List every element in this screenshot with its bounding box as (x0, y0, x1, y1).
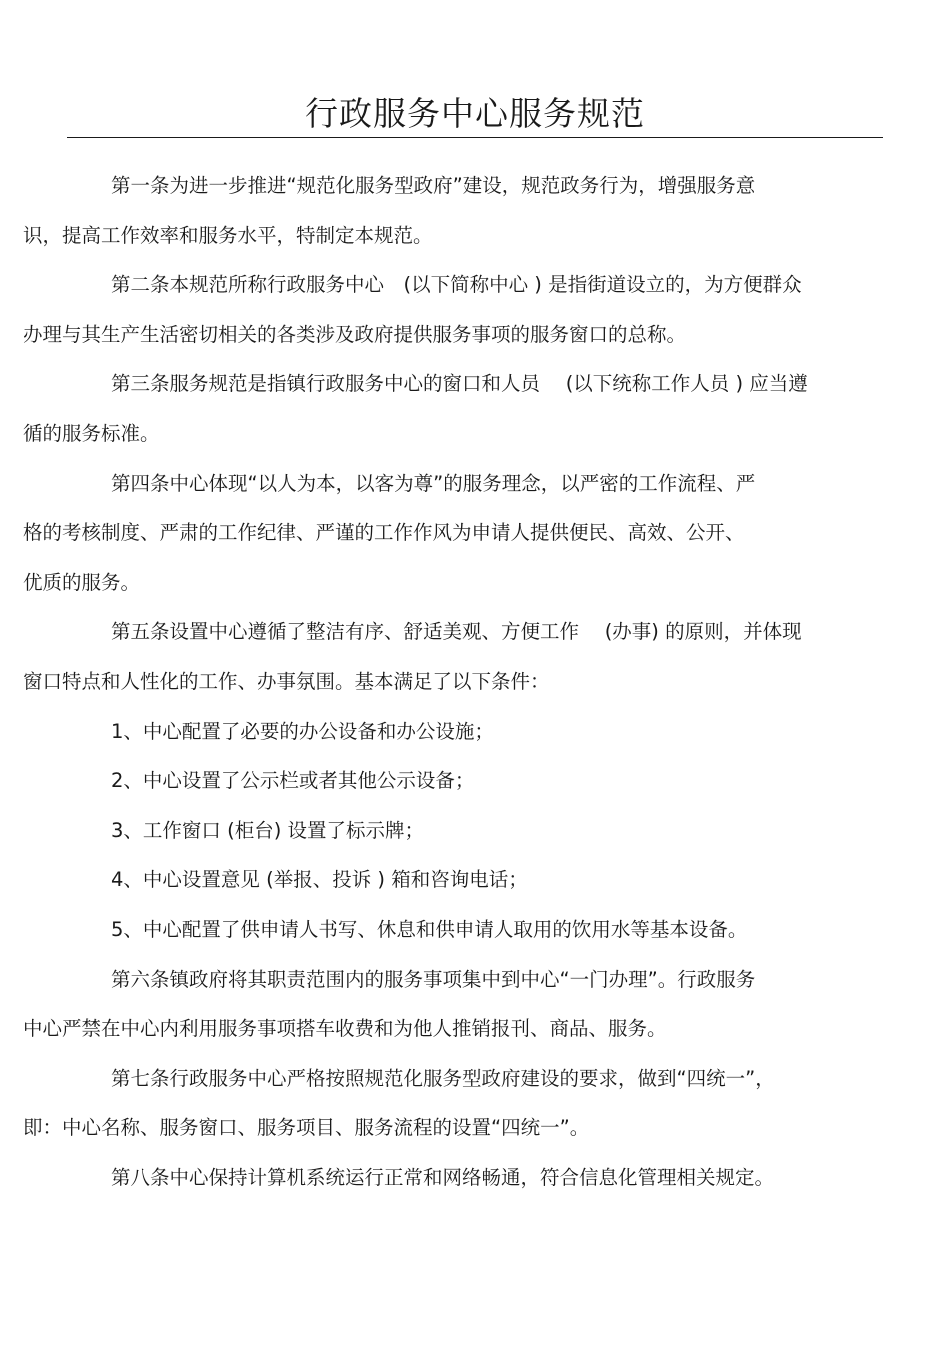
paragraph-line: 第八条中心保持计算机系统运行正常和网络畅通，符合信息化管理相关规定。 (111, 1165, 775, 1189)
article-8-paragraph (67, 1153, 867, 1203)
condition-item-1: 1、中心配置了必要的办公设备和办公设施； (111, 719, 494, 743)
article-6-paragraph (23, 955, 867, 1054)
condition-item-5: 5、中心配置了供申请人书写、休息和供申请人取用的饮用水等基本设备。 (111, 917, 748, 941)
document-title: 行政服务中心服务规范 (305, 94, 645, 133)
paragraph-line: 中心严禁在中心内利用服务事项搭车收费和为他人推销报刊、商品、服务。 (23, 1017, 667, 1041)
paragraph-line: 第二条本规范所称行政服务中心 (以下简称中心 ) 是指街道设立的，为方便群众 (111, 273, 802, 297)
condition-item-3: 3、工作窗口 (柜台) 设置了标示牌； (111, 818, 425, 842)
document-body (23, 161, 867, 1202)
paragraph-line: 优质的服务。 (23, 570, 141, 594)
article-4-paragraph (23, 459, 867, 608)
article-1-paragraph (23, 161, 867, 260)
condition-item-4: 4、中心设置意见 (举报、投诉 ) 箱和咨询电话； (111, 868, 528, 892)
paragraph-line: 循的服务标准。 (23, 421, 160, 445)
title-underline (67, 137, 883, 138)
paragraph-line: 办理与其生产生活密切相关的各类涉及政府提供服务事项的服务窗口的总称。 (23, 322, 687, 346)
paragraph-line: 即：中心名称、服务窗口、服务项目、服务流程的设置“四统一”。 (23, 1116, 590, 1140)
paragraph-line: 第五条设置中心遵循了整洁有序、舒适美观、方便工作 (办事) 的原则，并体现 (111, 620, 802, 644)
article-3-paragraph (23, 359, 867, 458)
paragraph-line: 第六条镇政府将其职责范围内的服务事项集中到中心“一门办理”。行政服务 (111, 967, 756, 991)
article-5-paragraph (23, 607, 867, 706)
paragraph-line: 窗口特点和人性化的工作、办事氛围。基本满足了以下条件： (23, 669, 550, 693)
condition-item-2: 2、中心设置了公示栏或者其他公示设备； (111, 769, 475, 793)
article-7-paragraph (23, 1054, 867, 1153)
article-2-paragraph (23, 260, 867, 359)
paragraph-line: 格的考核制度、严肃的工作纪律、严谨的工作作风为申请人提供便民、高效、公开、 (23, 521, 745, 545)
paragraph-line: 第一条为进一步推进“规范化服务型政府”建设，规范政务行为，增强服务意 (111, 174, 756, 197)
paragraph-line: 第七条行政服务中心严格按照规范化服务型政府建设的要求，做到“四统一”， (111, 1066, 775, 1090)
paragraph-line: 识，提高工作效率和服务水平，特制定本规范。 (23, 223, 433, 247)
paragraph-line: 第三条服务规范是指镇行政服务中心的窗口和人员 (以下统称工作人员 ) 应当遵 (111, 372, 808, 396)
paragraph-line: 第四条中心体现“以人为本，以客为尊”的服务理念，以严密的工作流程、严 (111, 471, 756, 495)
